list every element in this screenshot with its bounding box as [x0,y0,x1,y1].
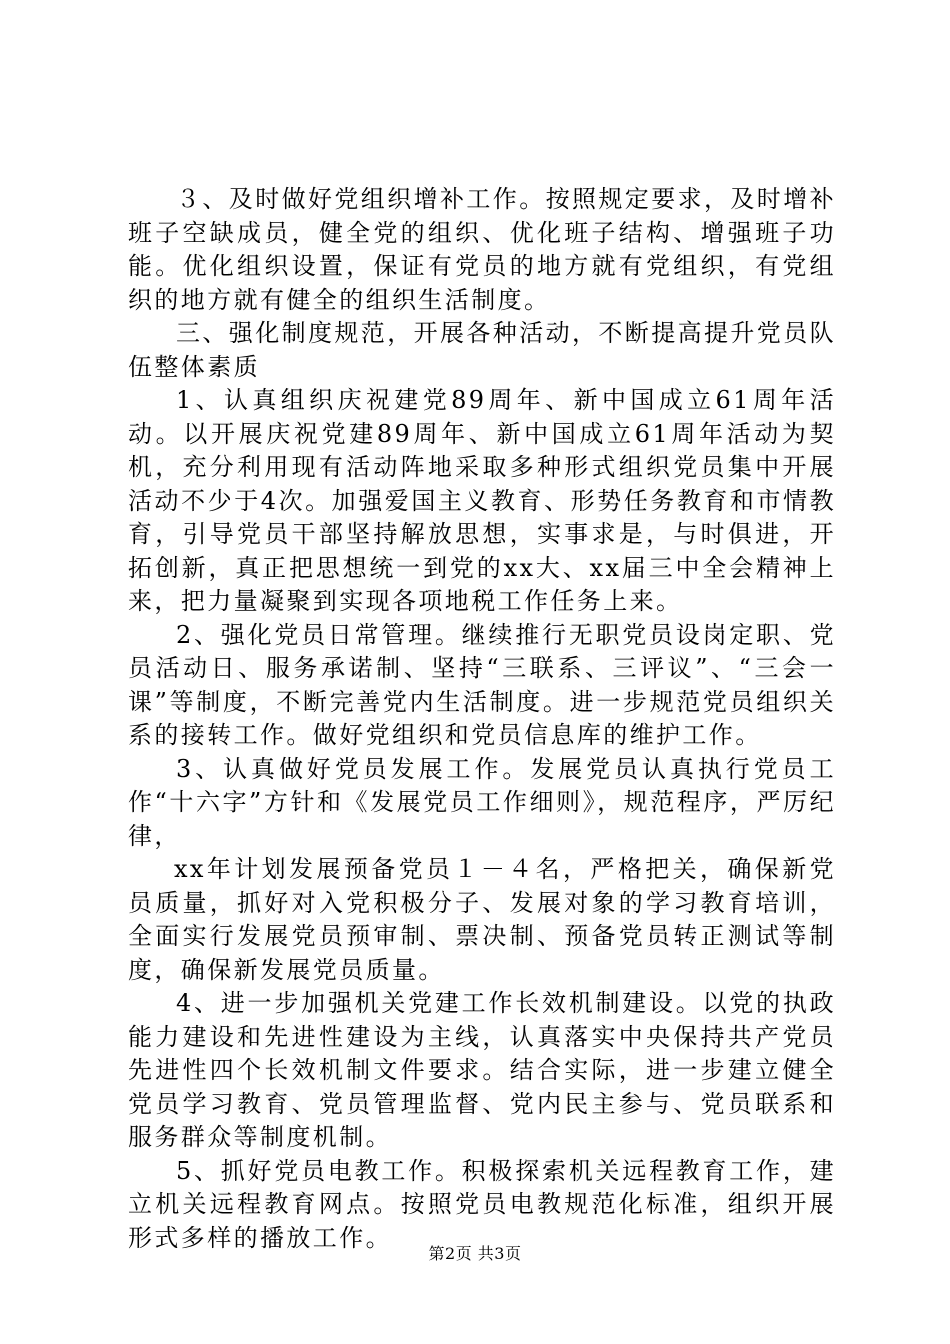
paragraph-annual-plan: xx年计划发展预备党员１－４名，严格把关，确保新党员质量，抓好对入党积极分子、发展对象的学习教育培训，全面实行发展党员预审制、票决制、预备党员转正测试等制度，确保新发展党员质量。 [128,855,836,984]
paragraph-e-learning: 5、抓好党员电教工作。积极探索机关远程教育工作，建立机关远程教育网点。按照党员电教规范化标准，组织开展形式多样的播放工作。 [128,1156,836,1252]
document-body [128,183,836,1255]
page-number-footer: 第2页 共3页 [428,1244,522,1263]
paragraph-daily-management: 2、强化党员日常管理。继续推行无职党员设岗定职、党员活动日、服务承诺制、坚持“三联系、三评议”、“三会一课”等制度，不断完善党内生活制度。进一步规范党员组织关系的接转工作。做好党组织和党员信息库的维护工作。 [128,620,836,749]
paragraph-long-term-mechanism: 4、进一步加强机关党建工作长效机制建设。以党的执政能力建设和先进性建设为主线，认真落实中央保持共产党员先进性四个长效机制文件要求。结合实际，进一步建立健全党员学习教育、党员管理监督、党内民主参与、党员联系和服务群众等制度机制。 [128,989,836,1151]
paragraph-supplement-organization: ３、及时做好党组织增补工作。按照规定要求，及时增补班子空缺成员，健全党的组织、优化班子结构、增强班子功能。优化组织设置，保证有党员的地方就有党组织，有党组织的地方就有健全的组织生活制度。 [128,185,836,314]
section-heading-three: 三、强化制度规范，开展各种活动，不断提高提升党员队伍整体素质 [128,319,836,381]
paragraph-anniversary-activities: 1、认真组织庆祝建党89周年、新中国成立61周年活动。以开展庆祝党建89周年、新中国成立61周年活动为契机，充分利用现有活动阵地采取多种形式组织党员集中开展活动不少于4次。加强爱国主义教育、形势任务教育和市情教育，引导党员干部坚持解放思想，实事求是，与时俱进，开拓创新，真正把思想统一到党的xx大、xx届三中全会精神上来，把力量凝聚到实现各项地税工作任务上来。 [128,386,836,615]
paragraph-member-development: 3、认真做好党员发展工作。发展党员认真执行党员工作“十六字”方针和《发展党员工作细则》，规范程序，严厉纪律， [128,754,836,850]
